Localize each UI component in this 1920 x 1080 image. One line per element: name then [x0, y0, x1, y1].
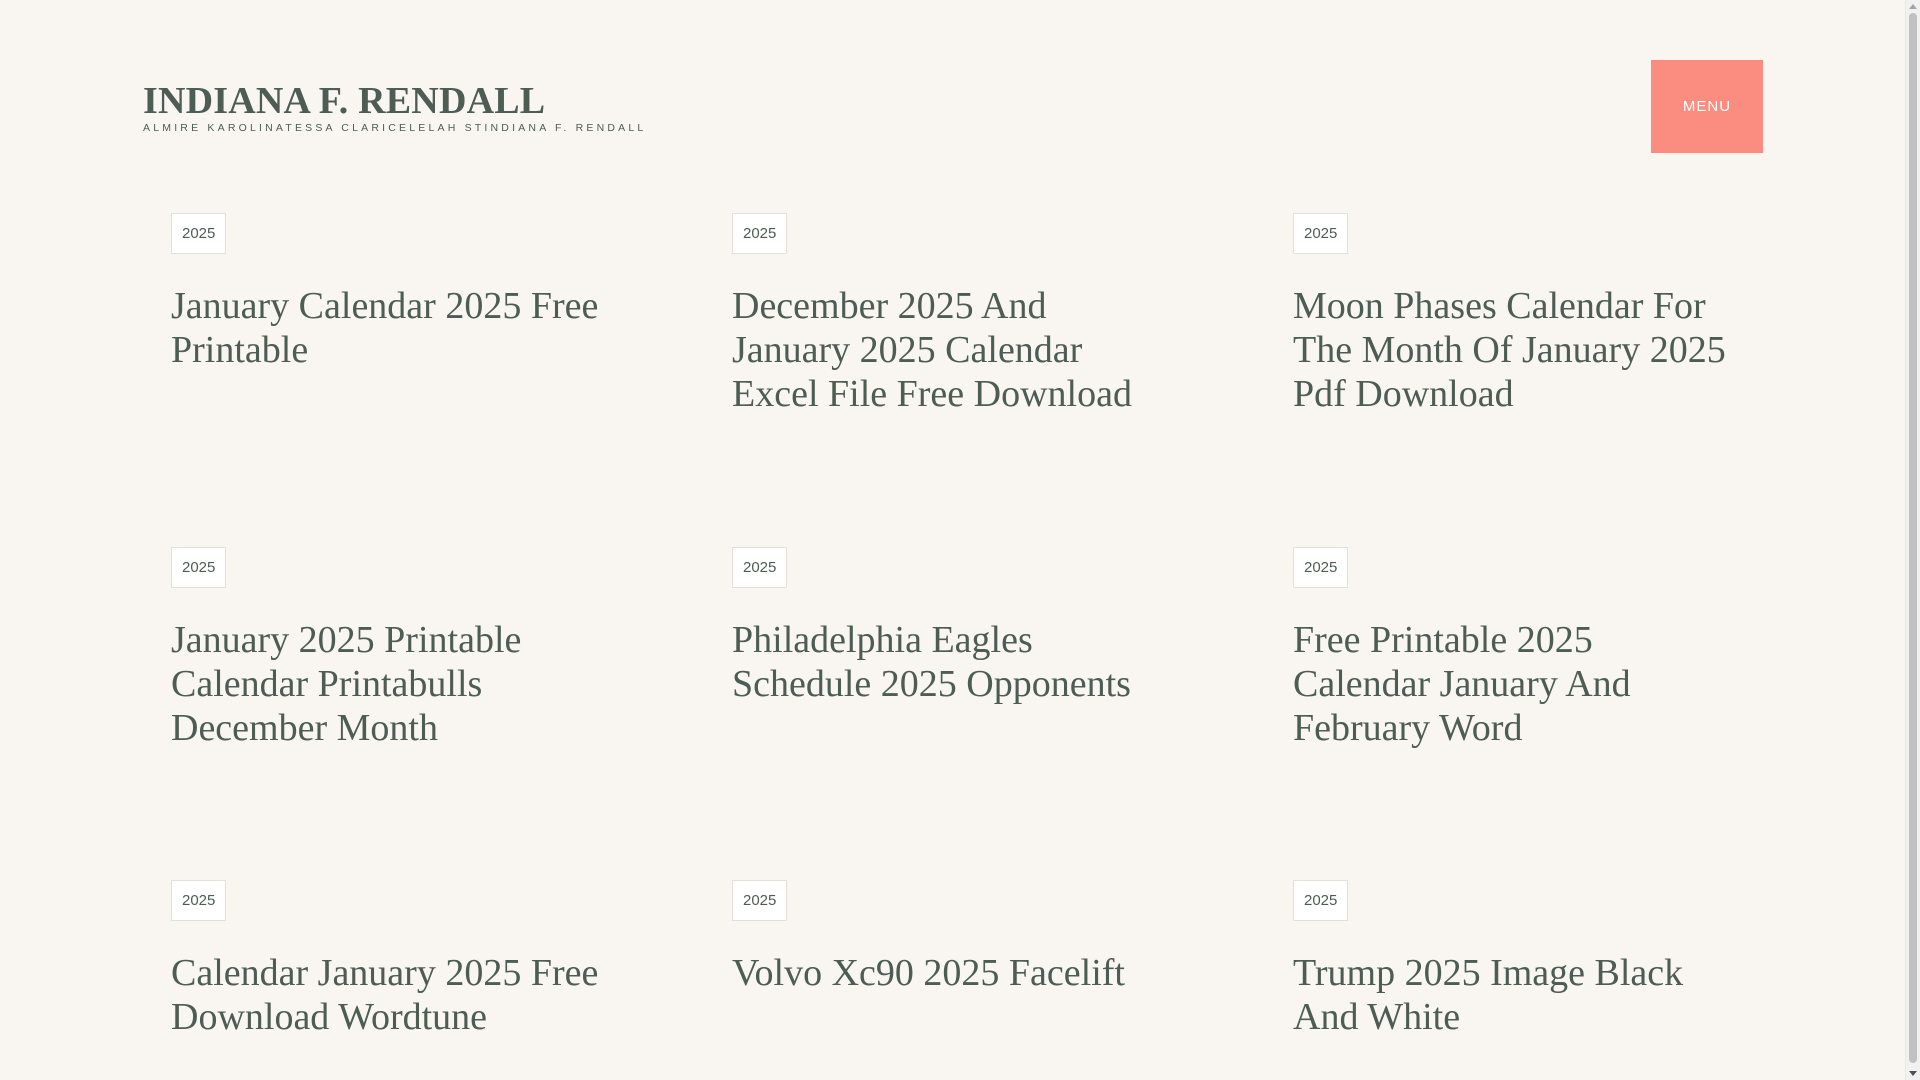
post-tag[interactable]: 2025 — [732, 880, 787, 921]
post-tag[interactable]: 2025 — [171, 880, 226, 921]
scroll-down-arrow-icon[interactable] — [1909, 1071, 1917, 1076]
post-card — [1293, 213, 1733, 416]
post-tag[interactable]: 2025 — [1293, 213, 1348, 254]
post-card — [1293, 547, 1733, 750]
post-tag[interactable]: 2025 — [171, 213, 226, 254]
post-title[interactable]: Volvo Xc90 2025 Facelift — [732, 952, 1125, 994]
post-title[interactable]: Free Printable 2025 Calendar January And February Word — [1293, 619, 1631, 749]
menu-button[interactable]: MENU — [1651, 60, 1763, 153]
post-tag[interactable]: 2025 — [732, 547, 787, 588]
post-title[interactable]: January Calendar 2025 Free Printable — [171, 285, 599, 371]
post-card — [732, 547, 1172, 706]
post-card — [171, 547, 611, 750]
post-title[interactable]: Philadelphia Eagles Schedule 2025 Opponents — [732, 619, 1131, 705]
post-tag[interactable]: 2025 — [171, 547, 226, 588]
post-title[interactable]: Moon Phases Calendar For The Month Of January 2025 Pdf Download — [1293, 285, 1726, 415]
scrollbar-thumb[interactable] — [1909, 13, 1917, 1063]
post-title[interactable]: January 2025 Printable Calendar Printabulls December Month — [171, 619, 522, 749]
post-title[interactable]: December 2025 And January 2025 Calendar Excel File Free Download — [732, 285, 1132, 415]
post-card — [732, 880, 1172, 995]
post-card — [1293, 880, 1733, 1039]
post-tag[interactable]: 2025 — [1293, 547, 1348, 588]
site-title[interactable]: INDIANA F. RENDALL — [143, 80, 546, 122]
vertical-scrollbar[interactable] — [1905, 0, 1920, 1080]
post-tag[interactable]: 2025 — [1293, 880, 1348, 921]
scroll-up-arrow-icon[interactable] — [1909, 4, 1917, 9]
post-title[interactable]: Trump 2025 Image Black And White — [1293, 952, 1684, 1038]
site-header — [143, 81, 646, 134]
post-card — [171, 880, 611, 1039]
site-tagline: ALMIRE KAROLINATESSA CLARICELELAH STINDIANA F. RENDALL — [143, 122, 647, 134]
post-tag[interactable]: 2025 — [732, 213, 787, 254]
post-card — [732, 213, 1172, 416]
post-title[interactable]: Calendar January 2025 Free Download Wordtune — [171, 952, 599, 1038]
post-card — [171, 213, 611, 372]
